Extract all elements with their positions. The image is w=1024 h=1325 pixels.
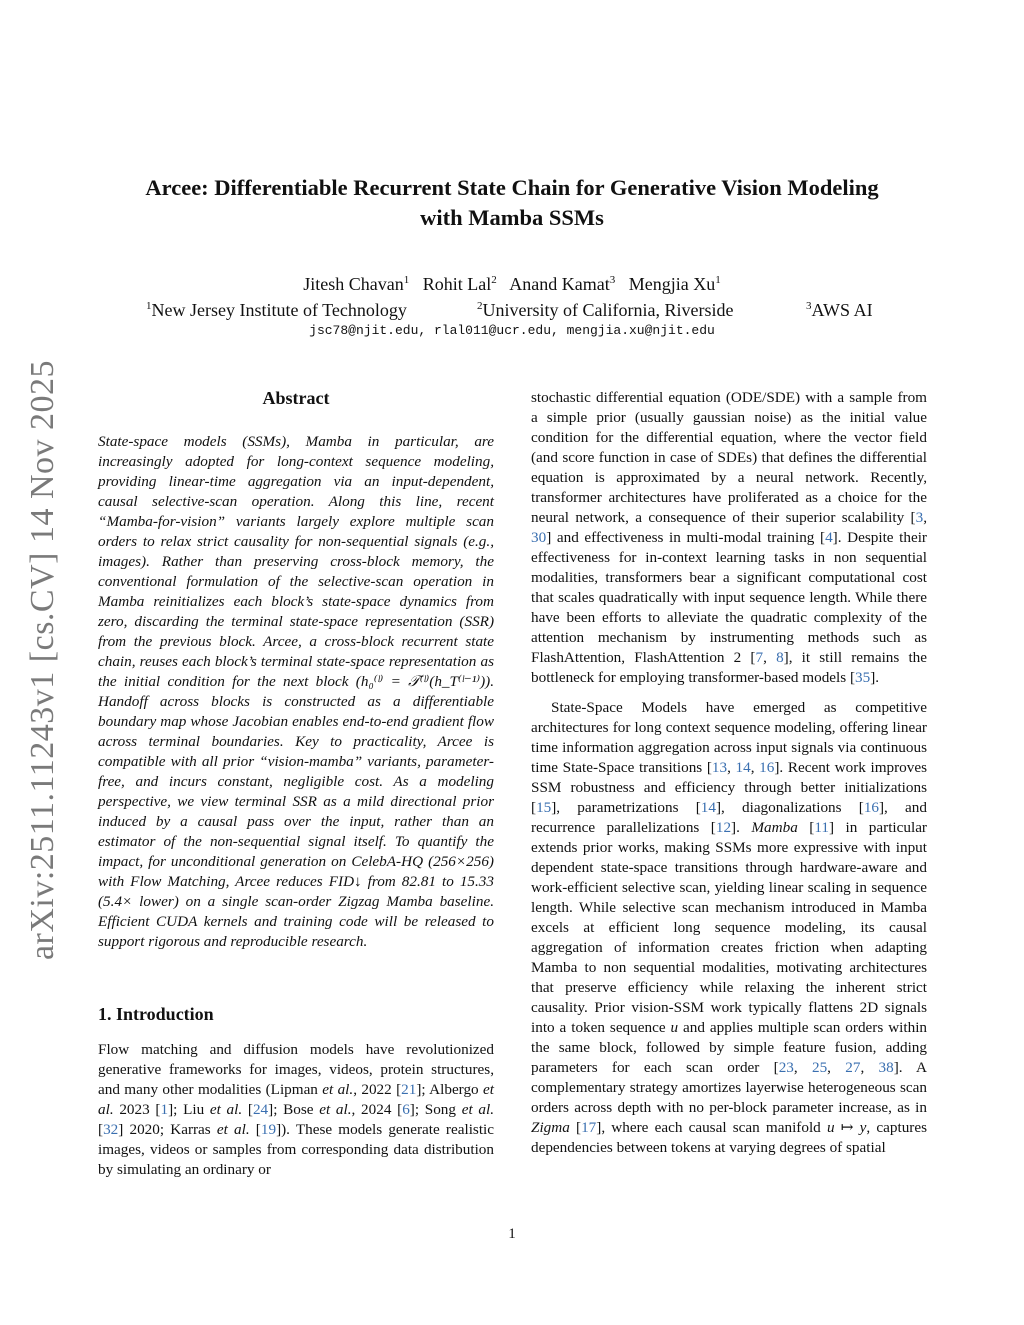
citation-link[interactable]: 6	[402, 1101, 410, 1118]
citation-link[interactable]: 30	[531, 529, 547, 546]
italic-text: et al.	[216, 1121, 250, 1138]
author-list	[100, 268, 924, 296]
citation-link[interactable]: 7	[755, 649, 764, 666]
paper-title	[100, 173, 924, 233]
author-emails: jsc78@njit.edu, rlal011@ucr.edu, mengjia.xu@njit.edu	[309, 323, 715, 338]
italic-text: Zigma	[531, 1119, 570, 1136]
citation-link[interactable]: 25	[811, 1059, 828, 1076]
citation-link[interactable]: 14	[735, 759, 751, 776]
citation-link[interactable]: 3	[915, 509, 924, 526]
author: Jitesh Chavan$^1$	[303, 274, 410, 294]
citation-link[interactable]: 21	[401, 1081, 417, 1098]
intro-paragraph-ssm: State-Space Models have emerged as competitive architectures for long context sequence modeling, offering linear time information aggregation across input signals via continuous time State-Space transitions [13, 14, 16]. Recent work improves SSM robustness and efficiency through better initializations [15], parametrizations [14], diagonalizations [16], and recurrence parallelizations [12]. Mamba [11] in particular extends prior works, making SSMs more expressive with input dependent state-space transitions through hardware-aware and work-efficient selective scan, yielding linear scaling in sequence length. While selective scan mechanism introduced in Mamba excels at efficient long sequence modeling, its causal aggregation of information creates friction when adapting Mamba to non sequential modalities, motivating architectures that preserve efficiency while relaxing the inherent strict causality. Prior vision-SSM work typically flattens 2D signals into a token sequence u and applies multiple scan orders within the same block, followed by simple feature fusion, adding parameters for each scan order [23, 25, 27, 38]. A complementary strategy amortizes layerwise heterogeneous scan orders across depth with no per-block parameter increase, as in Zigma [17], where each causal scan manifold u ↦ y, captures dependencies between tokens at varying degrees of spatial	[531, 699, 928, 1156]
page-number: 1	[508, 1226, 516, 1242]
citation-link[interactable]: 27	[845, 1059, 861, 1076]
italic-text: et al.	[319, 1101, 352, 1118]
italic-text: u	[670, 1019, 679, 1036]
italic-text: et al.	[98, 1081, 494, 1118]
citation-link[interactable]: 14	[700, 799, 716, 816]
author: Rohit Lal$^2$	[422, 274, 497, 294]
citation-link[interactable]: 12	[715, 819, 732, 836]
author: Anand Kamat$^3$	[509, 274, 616, 294]
affiliation: $^3$AWS AI	[806, 300, 873, 320]
citation-link[interactable]: 35	[855, 669, 871, 686]
intro-paragraph: Flow matching and diffusion models have revolutionized generative frameworks for images, videos, protein structures, and many other modalities (Lipman et al., 2022 [21]; Albergo et al. 2023 [1]; Liu et al. [24]; Bose et al., 2024 [6]; Song et al. [32] 2020; Karras et al. [19]). These models generate realistic images, videos or samples from corresponding data distribution by simulating an ordinary or	[98, 1041, 495, 1178]
italic-text: Mamba	[751, 819, 798, 836]
citation-link[interactable]: 13	[711, 759, 728, 776]
citation-link[interactable]: 11	[814, 819, 829, 836]
abstract-equation: h₀⁽ˡ⁾ = 𝒯⁽ˡ⁾(h_T⁽ˡ⁻¹⁾)	[360, 673, 486, 690]
italic-text: u ↦ y	[826, 1119, 867, 1136]
citation-link[interactable]: 38	[878, 1059, 894, 1076]
citation-link[interactable]: 17	[581, 1119, 597, 1136]
title-line-1: Arcee: Differentiable Recurrent State Chain for Generative Vision Modeling	[145, 175, 879, 200]
abstract-text: State-space models (SSMs), Mamba in particular, are increasingly adopted for long-context sequence modeling, providing linear-time aggregation via an input-dependent, causal selective-scan operation. Along this line, recent “Mamba-for-vision” variants largely explore multiple scan orders to relax strict causality for non-sequential signals (e.g., images). Rather than preserving cross-block memory, the conventional formulation of the selective-scan operation in Mamba reinitializes each block’s state-space dynamics from zero, discarding the terminal state-space representation (SSR) from the previous block. Arcee, a cross-block recurrent state chain, reuses each block’s terminal state-space representation as the initial condition for the next block (h₀⁽ˡ⁾ = 𝒯⁽ˡ⁾(h_T⁽ˡ⁻¹⁾)). Handoff across blocks is constructed as a differentiable boundary map whose Jacobian enables end-to-end gradient flow across terminal boundaries. Key to practicality, Arcee is compatible with all prior “vision-mamba” variants, parameter-free, and incurs constant, negligible cost. As a modeling perspective, we view terminal SSR as a mild directional prior induced by a causal pass over the input, rather than an estimator of the non-sequential signal itself. To quantify the impact, for unconditional generation on CelebA-HQ (256×256) with Flow Matching, Arcee reduces FID↓ from 82.81 to 15.33 (5.4× lower) on a single scan-order Zigzag Mamba baseline. Efficient CUDA kernels and training code will be released to support rigorous and reproducible research.	[98, 433, 494, 950]
author: Mengjia Xu$^1$	[628, 274, 721, 294]
citation-link[interactable]: 15	[536, 799, 552, 816]
left-column	[98, 382, 494, 1180]
italic-text: et al.	[209, 1101, 243, 1118]
section-heading-introduction: 1. Introduction	[98, 1004, 214, 1024]
citation-link[interactable]: 23	[778, 1059, 794, 1076]
right-column	[531, 388, 927, 1158]
citation-link[interactable]: 1	[160, 1101, 169, 1118]
abstract-heading: Abstract	[262, 388, 330, 408]
affiliation: $^1$New Jersey Institute of Technology	[146, 300, 407, 320]
citation-link[interactable]: 8	[776, 649, 784, 666]
title-line-2: with Mamba SSMs	[420, 205, 604, 230]
affiliation: $^2$University of California, Riverside	[477, 300, 734, 320]
citation-link[interactable]: 4	[825, 529, 833, 546]
intro-paragraph-continued: stochastic differential equation (ODE/SDE) with a sample from a simple prior (usually gaussian noise) as the initial value condition for the differential equation, where the vector field (and score function in case of SDEs) that defines the differential equation is approximated by a neural network. Recently, transformer architectures have proliferated as a choice for the neural network, a consequence of their superior scalability [3, 30] and effectiveness in multi-modal training [4]. Despite their effectiveness for in-context learning tasks in non sequential modalities, transformers bear a significant computational cost that scales quadratically with input sequence length. While there have been efforts to alleviate the quadratic complexity of the attention mechanism by instrumenting methods such as FlashAttention, FlashAttention 2 [7, 8], it still remains the bottleneck for employing transformer-based models [35].	[531, 389, 928, 686]
italic-text: et al.	[322, 1081, 354, 1098]
citation-link[interactable]: 16	[759, 759, 775, 776]
citation-link[interactable]: 16	[863, 799, 879, 816]
citation-link[interactable]: 32	[103, 1121, 119, 1138]
citation-link[interactable]: 24	[252, 1101, 269, 1118]
italic-text: et al.	[461, 1101, 495, 1118]
citation-link[interactable]: 19	[260, 1121, 277, 1138]
arxiv-identifier: arXiv:2511.11243v1 [cs.CV] 14 Nov 2025	[24, 359, 61, 961]
